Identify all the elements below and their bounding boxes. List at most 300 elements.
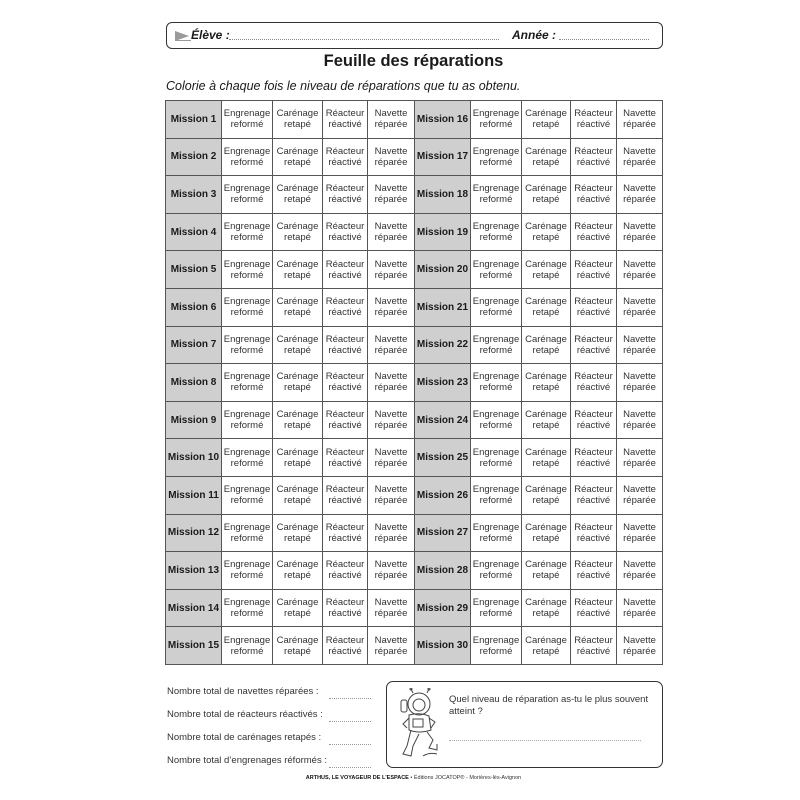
- level-line2: réactivé: [328, 420, 362, 432]
- level-cell[interactable]: [522, 101, 571, 139]
- level-cell[interactable]: [617, 138, 663, 176]
- level-line2: reformé: [230, 307, 264, 319]
- level-cell[interactable]: [273, 326, 323, 364]
- level-line1: Navette: [623, 221, 656, 233]
- level-line2: retapé: [532, 495, 560, 507]
- level-cell[interactable]: [222, 552, 273, 590]
- level-cell[interactable]: [571, 288, 617, 326]
- level-line1: Réacteur: [574, 521, 613, 533]
- level-line2: réparée: [623, 156, 656, 168]
- level-line2: reformé: [230, 119, 264, 131]
- level-line1: Engrenage: [223, 108, 271, 120]
- mission-label: Mission 24: [415, 401, 471, 439]
- level-cell[interactable]: [222, 176, 273, 214]
- level-cell[interactable]: [571, 627, 617, 665]
- level-cell[interactable]: [273, 213, 323, 251]
- level-line1: Navette: [623, 446, 656, 458]
- level-line2: retapé: [532, 532, 560, 544]
- level-line1: Engrenage: [472, 333, 520, 345]
- level-line1: Navette: [374, 333, 408, 345]
- level-line2: réactivé: [328, 495, 362, 507]
- total-reacteurs-field[interactable]: [329, 721, 371, 722]
- table-row: [166, 439, 663, 477]
- level-cell[interactable]: [617, 176, 663, 214]
- level-cell[interactable]: [323, 552, 368, 590]
- total-engrenages-field[interactable]: [329, 767, 371, 768]
- level-line1: Carénage: [525, 333, 567, 345]
- level-cell[interactable]: [368, 439, 415, 477]
- level-cell[interactable]: [273, 439, 323, 477]
- level-line2: réparée: [623, 194, 656, 206]
- table-row: [166, 514, 663, 552]
- level-line2: reformé: [479, 570, 513, 582]
- level-line2: réactivé: [576, 495, 611, 507]
- level-line1: Réacteur: [574, 296, 613, 308]
- level-line2: réparée: [623, 344, 656, 356]
- level-line2: réparée: [374, 495, 408, 507]
- level-line1: Réacteur: [325, 521, 365, 533]
- level-cell[interactable]: [273, 627, 323, 665]
- level-line1: Réacteur: [574, 597, 613, 609]
- level-line1: Réacteur: [574, 333, 613, 345]
- level-cell[interactable]: [471, 439, 522, 477]
- level-line1: Navette: [374, 183, 408, 195]
- level-line2: reformé: [479, 532, 513, 544]
- level-line2: réparée: [623, 608, 656, 620]
- level-cell[interactable]: [522, 552, 571, 590]
- level-line1: Navette: [374, 597, 408, 609]
- level-cell[interactable]: [368, 326, 415, 364]
- mission-label: Mission 17: [415, 138, 471, 176]
- level-line2: réactivé: [576, 194, 611, 206]
- question-text: Quel niveau de réparation as-tu le plus souvent atteint ?: [449, 694, 649, 717]
- level-line1: Engrenage: [472, 484, 520, 496]
- level-line1: Navette: [374, 409, 408, 421]
- level-line2: réparée: [374, 269, 408, 281]
- level-line2: reformé: [479, 382, 513, 394]
- level-line2: retapé: [284, 532, 311, 544]
- level-line2: réparée: [374, 645, 408, 657]
- level-line2: retapé: [284, 232, 311, 244]
- level-line2: retapé: [532, 420, 560, 432]
- level-cell[interactable]: [617, 364, 663, 402]
- table-row: [166, 326, 663, 364]
- level-line2: réactivé: [328, 307, 362, 319]
- level-line1: Navette: [623, 634, 656, 646]
- total-label: Nombre total de réacteurs réactivés :: [167, 709, 323, 720]
- level-line1: Carénage: [525, 484, 567, 496]
- level-line1: Réacteur: [574, 484, 613, 496]
- level-line1: Réacteur: [325, 484, 365, 496]
- level-line1: Carénage: [525, 296, 567, 308]
- level-cell[interactable]: [323, 439, 368, 477]
- level-line2: réactivé: [328, 382, 362, 394]
- level-line1: Réacteur: [574, 183, 613, 195]
- year-field[interactable]: [559, 39, 649, 40]
- table-row: [166, 138, 663, 176]
- level-line1: Carénage: [276, 108, 319, 120]
- level-line2: reformé: [479, 608, 513, 620]
- level-cell[interactable]: [571, 439, 617, 477]
- level-line2: retapé: [532, 269, 560, 281]
- level-cell[interactable]: [222, 101, 273, 139]
- level-cell[interactable]: [617, 101, 663, 139]
- level-cell[interactable]: [522, 401, 571, 439]
- mission-label: Mission 23: [415, 364, 471, 402]
- level-cell[interactable]: [522, 138, 571, 176]
- level-cell[interactable]: [323, 138, 368, 176]
- level-cell[interactable]: [471, 138, 522, 176]
- total-carenages-field[interactable]: [329, 744, 371, 745]
- level-cell[interactable]: [273, 589, 323, 627]
- level-line2: retapé: [532, 194, 560, 206]
- mission-label: Mission 20: [415, 251, 471, 289]
- table-row: [166, 176, 663, 214]
- level-line1: Réacteur: [325, 296, 365, 308]
- total-row-carenages: [167, 732, 321, 743]
- level-line1: Carénage: [276, 559, 319, 571]
- level-line2: reformé: [230, 269, 264, 281]
- level-line2: reformé: [479, 269, 513, 281]
- level-cell[interactable]: [222, 326, 273, 364]
- level-cell[interactable]: [571, 552, 617, 590]
- level-line1: Engrenage: [472, 296, 520, 308]
- level-line1: Carénage: [525, 597, 567, 609]
- level-line2: réactivé: [328, 344, 362, 356]
- level-line2: reformé: [479, 156, 513, 168]
- level-line1: Réacteur: [325, 145, 365, 157]
- level-cell[interactable]: [617, 627, 663, 665]
- level-cell[interactable]: [222, 138, 273, 176]
- level-cell[interactable]: [323, 251, 368, 289]
- level-cell[interactable]: [222, 213, 273, 251]
- table-row: [166, 213, 663, 251]
- level-line2: réactivé: [328, 232, 362, 244]
- level-cell[interactable]: [571, 101, 617, 139]
- level-line2: réactivé: [576, 232, 611, 244]
- level-line1: Navette: [374, 371, 408, 383]
- level-cell[interactable]: [522, 326, 571, 364]
- level-line2: retapé: [284, 156, 311, 168]
- level-line1: Engrenage: [472, 108, 520, 120]
- level-line1: Engrenage: [223, 221, 271, 233]
- level-line1: Réacteur: [325, 371, 365, 383]
- level-cell[interactable]: [273, 364, 323, 402]
- level-cell[interactable]: [323, 401, 368, 439]
- footer-brand: ARTHUS, LE VOYAGEUR DE L'ESPACE: [305, 775, 409, 781]
- level-cell[interactable]: [323, 101, 368, 139]
- level-cell[interactable]: [323, 514, 368, 552]
- level-cell[interactable]: [617, 288, 663, 326]
- level-cell[interactable]: [471, 627, 522, 665]
- level-line1: Engrenage: [223, 371, 271, 383]
- level-line1: Carénage: [276, 183, 319, 195]
- level-cell[interactable]: [617, 514, 663, 552]
- level-line2: réactivé: [576, 457, 611, 469]
- level-cell[interactable]: [368, 138, 415, 176]
- level-line1: Carénage: [276, 409, 319, 421]
- level-cell[interactable]: [222, 589, 273, 627]
- total-navettes-field[interactable]: [329, 698, 371, 699]
- level-cell[interactable]: [368, 213, 415, 251]
- level-line1: Navette: [623, 333, 656, 345]
- level-line1: Engrenage: [223, 258, 271, 270]
- level-cell[interactable]: [571, 401, 617, 439]
- level-cell[interactable]: [222, 401, 273, 439]
- level-line2: réactivé: [328, 194, 362, 206]
- level-line2: réparée: [374, 194, 408, 206]
- level-cell[interactable]: [471, 326, 522, 364]
- table-row: [166, 288, 663, 326]
- level-line1: Engrenage: [223, 333, 271, 345]
- level-line1: Engrenage: [472, 597, 520, 609]
- level-cell[interactable]: [273, 101, 323, 139]
- level-cell[interactable]: [273, 176, 323, 214]
- level-line1: Réacteur: [574, 634, 613, 646]
- level-cell[interactable]: [571, 251, 617, 289]
- level-cell[interactable]: [323, 288, 368, 326]
- level-cell[interactable]: [522, 476, 571, 514]
- mission-label: Mission 13: [166, 552, 222, 590]
- level-cell[interactable]: [368, 552, 415, 590]
- level-cell[interactable]: [323, 176, 368, 214]
- level-line1: Carénage: [276, 145, 319, 157]
- level-cell[interactable]: [617, 589, 663, 627]
- mission-label: Mission 12: [166, 514, 222, 552]
- level-line2: réparée: [623, 570, 656, 582]
- level-line2: réparée: [623, 457, 656, 469]
- level-line2: retapé: [532, 156, 560, 168]
- level-cell[interactable]: [273, 401, 323, 439]
- level-cell[interactable]: [222, 476, 273, 514]
- level-cell[interactable]: [222, 439, 273, 477]
- level-line1: Engrenage: [223, 145, 271, 157]
- level-line1: Engrenage: [472, 221, 520, 233]
- level-cell[interactable]: [222, 627, 273, 665]
- level-cell[interactable]: [273, 288, 323, 326]
- mission-label: Mission 22: [415, 326, 471, 364]
- level-line2: réactivé: [576, 570, 611, 582]
- total-label: Nombre total d’engrenages réformés :: [167, 755, 327, 766]
- level-cell[interactable]: [368, 176, 415, 214]
- level-cell[interactable]: [471, 364, 522, 402]
- level-line2: réparée: [623, 532, 656, 544]
- level-cell[interactable]: [571, 326, 617, 364]
- level-line2: reformé: [479, 645, 513, 657]
- level-line1: Carénage: [525, 409, 567, 421]
- level-cell[interactable]: [368, 589, 415, 627]
- level-line1: Réacteur: [325, 258, 365, 270]
- mission-label: Mission 16: [415, 101, 471, 139]
- level-cell[interactable]: [471, 176, 522, 214]
- level-cell[interactable]: [368, 364, 415, 402]
- total-label: Nombre total de carénages retapés :: [167, 732, 322, 743]
- level-cell[interactable]: [368, 514, 415, 552]
- level-line1: Engrenage: [472, 409, 520, 421]
- level-cell[interactable]: [222, 514, 273, 552]
- level-cell[interactable]: [368, 476, 415, 514]
- level-line1: Carénage: [525, 145, 567, 157]
- level-line2: réparée: [623, 307, 656, 319]
- level-line2: reformé: [230, 495, 264, 507]
- mission-label: Mission 3: [166, 176, 222, 214]
- level-cell[interactable]: [571, 589, 617, 627]
- level-line2: réactivé: [328, 156, 362, 168]
- instruction-text: Colorie à chaque fois le niveau de réparations que tu as obtenu.: [166, 79, 521, 93]
- mission-label: Mission 8: [166, 364, 222, 402]
- level-cell[interactable]: [571, 176, 617, 214]
- page-title: Feuille des réparations: [323, 52, 504, 70]
- level-cell[interactable]: [368, 401, 415, 439]
- level-cell[interactable]: [522, 627, 571, 665]
- level-line1: Réacteur: [325, 559, 365, 571]
- level-line1: Réacteur: [325, 634, 365, 646]
- level-line2: réparée: [374, 119, 408, 131]
- level-line2: réactivé: [576, 307, 611, 319]
- level-line2: retapé: [532, 344, 560, 356]
- level-line2: reformé: [230, 194, 264, 206]
- level-line1: Navette: [623, 409, 656, 421]
- level-line2: réparée: [374, 307, 408, 319]
- level-cell[interactable]: [617, 476, 663, 514]
- level-line2: reformé: [479, 232, 513, 244]
- mission-label: Mission 26: [415, 476, 471, 514]
- level-line1: Réacteur: [325, 446, 365, 458]
- level-cell[interactable]: [522, 514, 571, 552]
- level-line1: Carénage: [276, 521, 319, 533]
- level-cell[interactable]: [222, 288, 273, 326]
- level-line1: Carénage: [276, 333, 319, 345]
- level-line2: reformé: [230, 457, 264, 469]
- level-line2: retapé: [532, 608, 560, 620]
- level-line1: Engrenage: [472, 371, 520, 383]
- level-line2: réparée: [623, 420, 656, 432]
- level-cell[interactable]: [617, 213, 663, 251]
- level-line2: reformé: [230, 156, 264, 168]
- level-cell[interactable]: [522, 251, 571, 289]
- level-line2: réparée: [374, 608, 408, 620]
- level-line2: réactivé: [576, 156, 611, 168]
- table-row: [166, 401, 663, 439]
- level-cell[interactable]: [522, 213, 571, 251]
- level-cell[interactable]: [522, 288, 571, 326]
- level-cell[interactable]: [323, 476, 368, 514]
- level-cell[interactable]: [617, 326, 663, 364]
- level-cell[interactable]: [471, 476, 522, 514]
- table-row: [166, 101, 663, 139]
- level-cell[interactable]: [471, 401, 522, 439]
- mission-label: Mission 28: [415, 552, 471, 590]
- level-line1: Carénage: [525, 446, 567, 458]
- level-cell[interactable]: [571, 364, 617, 402]
- mission-label: Mission 27: [415, 514, 471, 552]
- footer-bullet: •: [408, 775, 414, 781]
- level-line2: réactivé: [576, 420, 611, 432]
- level-line2: retapé: [532, 645, 560, 657]
- level-cell[interactable]: [368, 251, 415, 289]
- level-cell[interactable]: [222, 364, 273, 402]
- level-cell[interactable]: [471, 552, 522, 590]
- level-cell[interactable]: [617, 439, 663, 477]
- level-cell[interactable]: [323, 364, 368, 402]
- level-line2: reformé: [479, 457, 513, 469]
- level-cell[interactable]: [323, 589, 368, 627]
- level-line1: Carénage: [525, 559, 567, 571]
- level-line1: Réacteur: [325, 221, 365, 233]
- level-line2: retapé: [284, 269, 311, 281]
- repairs-table: [165, 100, 663, 665]
- level-cell[interactable]: [571, 476, 617, 514]
- level-cell[interactable]: [222, 251, 273, 289]
- student-name-field[interactable]: [229, 39, 499, 40]
- level-line2: retapé: [532, 307, 560, 319]
- level-cell[interactable]: [368, 288, 415, 326]
- level-line2: reformé: [230, 232, 264, 244]
- level-line2: réactivé: [328, 570, 362, 582]
- level-line1: Navette: [374, 521, 408, 533]
- level-cell[interactable]: [522, 176, 571, 214]
- level-cell[interactable]: [368, 101, 415, 139]
- level-cell[interactable]: [522, 589, 571, 627]
- level-cell[interactable]: [617, 251, 663, 289]
- question-answer-field[interactable]: [449, 740, 641, 741]
- level-cell[interactable]: [323, 213, 368, 251]
- level-line2: réparée: [623, 645, 656, 657]
- level-line2: retapé: [284, 495, 311, 507]
- level-line2: reformé: [230, 420, 264, 432]
- level-line1: Carénage: [276, 296, 319, 308]
- level-line1: Engrenage: [472, 559, 520, 571]
- mission-label: Mission 21: [415, 288, 471, 326]
- level-line1: Réacteur: [325, 333, 365, 345]
- level-cell[interactable]: [471, 101, 522, 139]
- level-cell[interactable]: [273, 251, 323, 289]
- level-cell[interactable]: [571, 213, 617, 251]
- level-line1: Réacteur: [574, 409, 613, 421]
- mission-label: Mission 4: [166, 213, 222, 251]
- level-cell[interactable]: [471, 213, 522, 251]
- level-cell[interactable]: [471, 251, 522, 289]
- mission-label: Mission 7: [166, 326, 222, 364]
- level-cell[interactable]: [571, 514, 617, 552]
- level-cell[interactable]: [323, 627, 368, 665]
- level-cell[interactable]: [522, 364, 571, 402]
- level-line2: reformé: [479, 307, 513, 319]
- level-cell[interactable]: [617, 401, 663, 439]
- level-cell[interactable]: [368, 627, 415, 665]
- level-line1: Navette: [374, 145, 408, 157]
- level-cell[interactable]: [471, 589, 522, 627]
- level-line2: réactivé: [576, 608, 611, 620]
- level-cell[interactable]: [273, 552, 323, 590]
- level-cell[interactable]: [273, 476, 323, 514]
- level-line1: Navette: [374, 108, 408, 120]
- mission-label: Mission 30: [415, 627, 471, 665]
- level-cell[interactable]: [323, 326, 368, 364]
- level-cell[interactable]: [273, 138, 323, 176]
- level-cell[interactable]: [273, 514, 323, 552]
- level-line1: Carénage: [276, 484, 319, 496]
- level-cell[interactable]: [522, 439, 571, 477]
- level-cell[interactable]: [617, 552, 663, 590]
- level-line1: Réacteur: [574, 145, 613, 157]
- arrow-underline: [175, 40, 191, 41]
- level-cell[interactable]: [571, 138, 617, 176]
- level-cell[interactable]: [471, 288, 522, 326]
- level-cell[interactable]: [471, 514, 522, 552]
- mission-label: Mission 9: [166, 401, 222, 439]
- level-line1: Carénage: [276, 221, 319, 233]
